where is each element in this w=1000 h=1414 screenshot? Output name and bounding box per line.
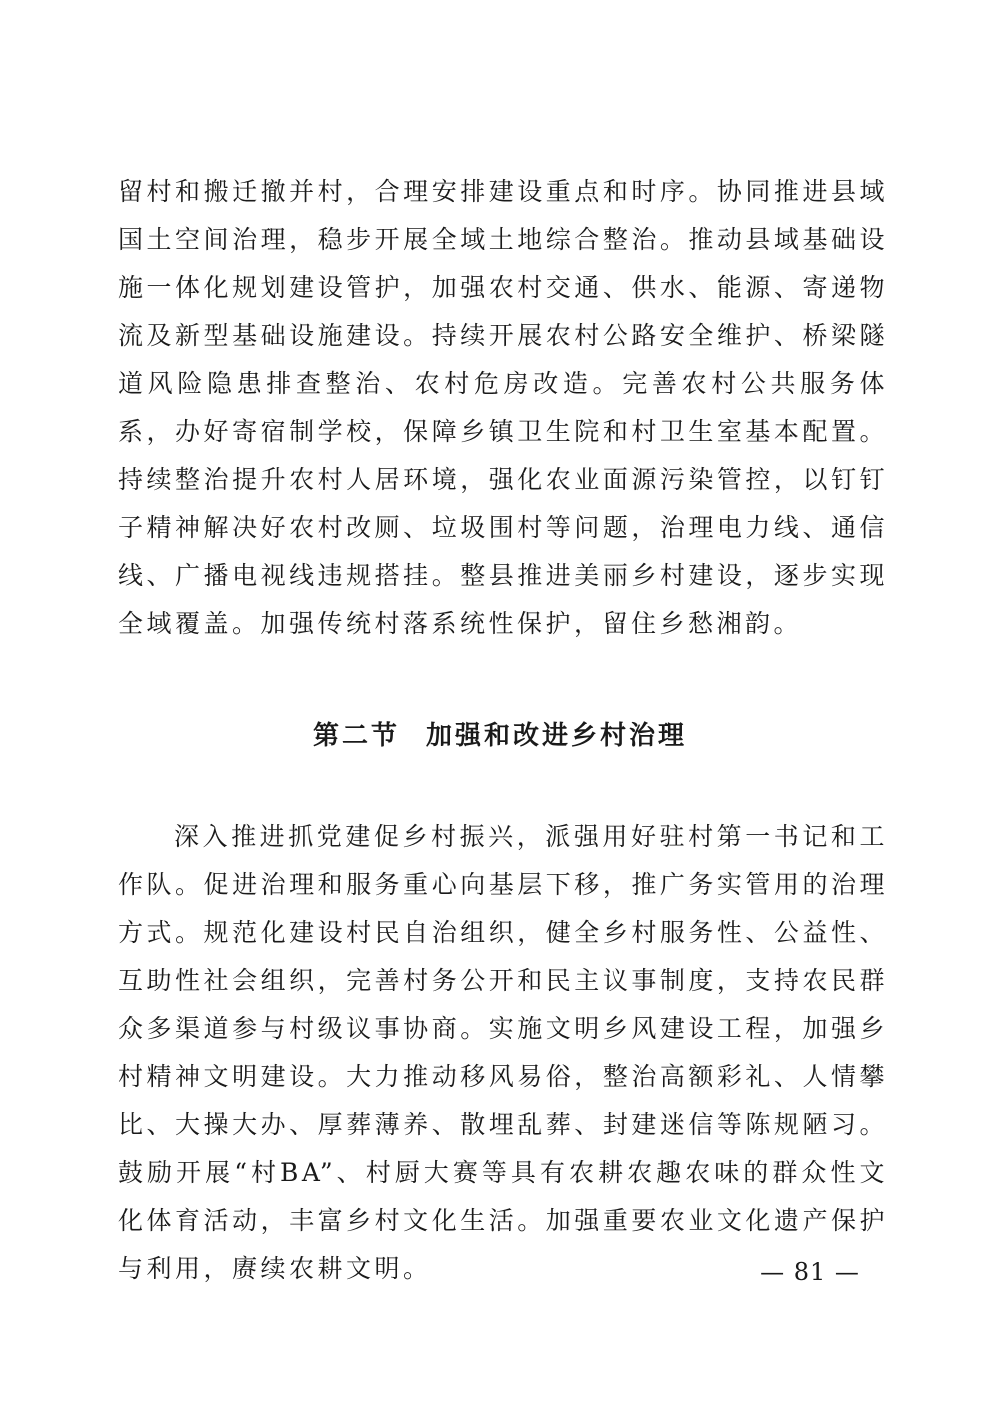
body-paragraph-1: 留村和搬迁撤并村，合理安排建设重点和时序。协同推进县域国土空间治理，稳步开展全域土地综合整治。推动县域基础设施一体化规划建设管护，加强农村交通、供水、能源、寄递物流及新型基础设施建设。持续开展农村公路安全维护、桥梁隧道风险隐患排查整治、农村危房改造。完善农村公共服务体系，办好寄宿制学校，保障乡镇卫生院和村卫生室基本配置。持续整治提升农村人居环境，强化农业面源污染管控，以钉钉子精神解决好农村改厕、垃圾围村等问题，治理电力线、通信线、广播电视线违规搭挂。整县推进美丽乡村建设，逐步实现全域覆盖。加强传统村落系统性保护，留住乡愁湘韵。 [118,177,888,638]
body-paragraph-2: 深入推进抓党建促乡村振兴，派强用好驻村第一书记和工作队。促进治理和服务重心向基层下移，推广务实管用的治理方式。规范化建设村民自治组织，健全乡村服务性、公益性、互助性社会组织，完善村务公开和民主议事制度，支持农民群众多渠道参与村级议事协商。实施文明乡风建设工程，加强乡村精神文明建设。大力推动移风易俗，整治高额彩礼、人情攀比、大操大办、厚葬薄养、散埋乱葬、封建迷信等陈规陋习。鼓励开展“村BA”、村厨大赛等具有农耕农趣农味的群众性文化体育活动，丰富乡村文化生活。加强重要农业文化遗产保护与利用，赓续农耕文明。 [118,822,888,1283]
section-title: 加强和改进乡村治理 [426,721,688,751]
page-number: — 81 — [760,1258,860,1286]
section-heading [0,715,1000,752]
section-number: 第二节 [312,721,400,751]
